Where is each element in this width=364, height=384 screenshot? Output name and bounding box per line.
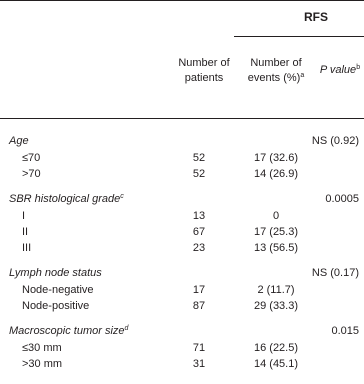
row-label: Node-positive bbox=[22, 300, 90, 312]
row-patients: 52 bbox=[192, 152, 206, 164]
header-bottom-rule bbox=[0, 118, 364, 119]
row-patients: 13 bbox=[192, 210, 206, 222]
section-title-age: Age bbox=[9, 135, 29, 147]
rfs-group-header: RFS bbox=[304, 10, 328, 24]
section-pvalue-lymph-node: NS (0.17) bbox=[311, 267, 359, 279]
col-header-pvalue: P value$^b$ bbox=[319, 64, 361, 76]
section-title-sbr-grade: SBR histological grade$^c$ bbox=[9, 193, 124, 205]
row-events: 13 (56.5) bbox=[253, 242, 299, 254]
col-header-patients: Number of patients bbox=[178, 57, 230, 84]
section-title-tumor-size: Macroscopic tumor size$^d$ bbox=[9, 325, 129, 337]
row-label: II bbox=[22, 226, 29, 238]
row-label: III bbox=[22, 242, 32, 254]
row-events: 14 (26.9) bbox=[253, 168, 299, 180]
row-label: ≤70 bbox=[22, 152, 41, 164]
row-patients: 17 bbox=[192, 284, 206, 296]
section-pvalue-tumor-size: 0.015 bbox=[331, 325, 359, 337]
section-pvalue-age: NS (0.92) bbox=[311, 135, 359, 147]
row-patients: 23 bbox=[192, 242, 206, 254]
row-patients: 67 bbox=[192, 226, 206, 238]
table-top-rule bbox=[0, 0, 364, 1]
row-events: 29 (33.3) bbox=[253, 300, 299, 312]
row-label: >70 bbox=[22, 168, 41, 180]
col-header-events: Number of events (%)$^a$ bbox=[247, 57, 305, 84]
row-events: 17 (32.6) bbox=[253, 152, 299, 164]
row-label: >30 mm bbox=[22, 358, 63, 370]
section-pvalue-sbr-grade: 0.0005 bbox=[325, 193, 359, 205]
rfs-group-rule bbox=[234, 36, 364, 37]
row-label: I bbox=[22, 210, 26, 222]
row-events: 17 (25.3) bbox=[253, 226, 299, 238]
section-title-lymph-node: Lymph node status bbox=[9, 267, 102, 279]
row-events: 14 (45.1) bbox=[253, 358, 299, 370]
row-events: 2 (11.7) bbox=[257, 284, 295, 296]
row-label: Node-negative bbox=[22, 284, 94, 296]
row-patients: 31 bbox=[192, 358, 206, 370]
row-events: 0 bbox=[272, 210, 280, 222]
row-patients: 71 bbox=[192, 342, 206, 354]
row-events: 16 (22.5) bbox=[253, 342, 299, 354]
row-label: ≤30 mm bbox=[22, 342, 62, 354]
row-patients: 87 bbox=[192, 300, 206, 312]
row-patients: 52 bbox=[192, 168, 206, 180]
